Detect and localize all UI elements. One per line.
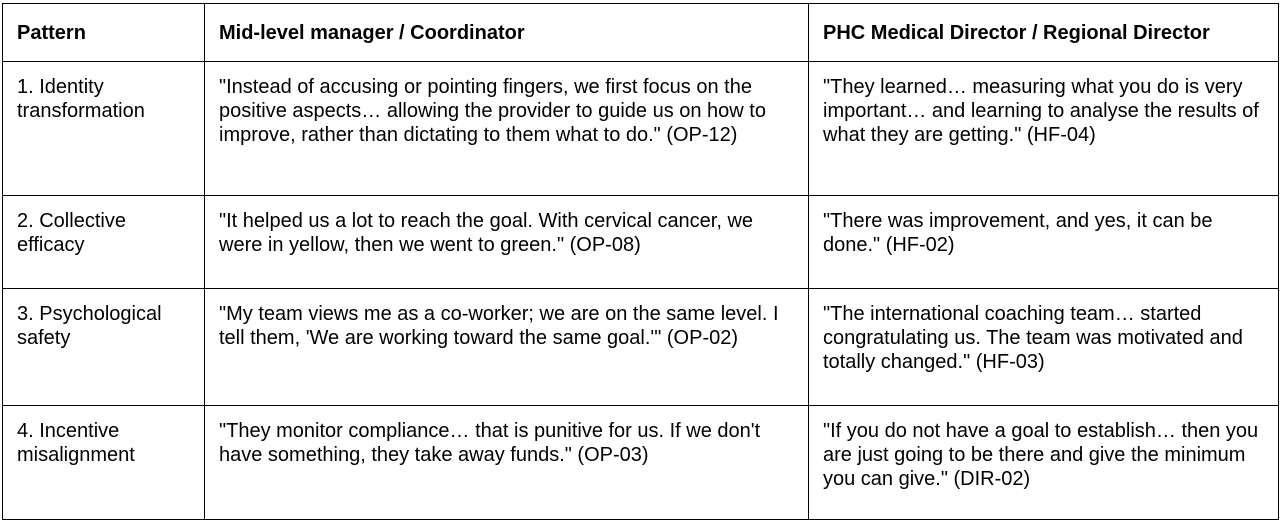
table-row <box>3 289 1279 406</box>
manager-quote-cell: "My team views me as a co-worker; we are on the same level. I tell them, 'We are working toward the same goal.'" (OP-02) <box>205 289 809 406</box>
table-row <box>3 62 1279 196</box>
quotes-table <box>2 3 1279 520</box>
director-quote-cell: "The international coaching team… started congratulating us. The team was motivated and totally changed." (HF-03) <box>809 289 1279 406</box>
director-quote-cell: "There was improvement, and yes, it can be done." (HF-02) <box>809 196 1279 289</box>
pattern-cell: 2. Collective efficacy <box>3 196 205 289</box>
manager-quote-cell: "Instead of accusing or pointing fingers, we first focus on the positive aspects… allowing the provider to guide us on how to improve, rather than dictating to them what to do." (OP-12) <box>205 62 809 196</box>
pattern-cell: 1. Identity transformation <box>3 62 205 196</box>
header-row <box>3 4 1279 62</box>
manager-quote-cell: "They monitor compliance… that is punitive for us. If we don't have something, they take away funds." (OP-03) <box>205 406 809 520</box>
table-body <box>3 62 1279 520</box>
director-quote-cell: "If you do not have a goal to establish… then you are just going to be there and give the minimum you can give." (DIR-02) <box>809 406 1279 520</box>
header-manager: Mid-level manager / Coordinator <box>205 4 809 62</box>
pattern-cell: 3. Psychological safety <box>3 289 205 406</box>
director-quote-cell: "They learned… measuring what you do is very important… and learning to analyse the results of what they are getting." (HF-04) <box>809 62 1279 196</box>
header-director: PHC Medical Director / Regional Director <box>809 4 1279 62</box>
table-row <box>3 196 1279 289</box>
header-pattern: Pattern <box>3 4 205 62</box>
manager-quote-cell: "It helped us a lot to reach the goal. With cervical cancer, we were in yellow, then we went to green." (OP-08) <box>205 196 809 289</box>
pattern-cell: 4. Incentive misalignment <box>3 406 205 520</box>
table-header <box>3 4 1279 62</box>
table-row <box>3 406 1279 520</box>
